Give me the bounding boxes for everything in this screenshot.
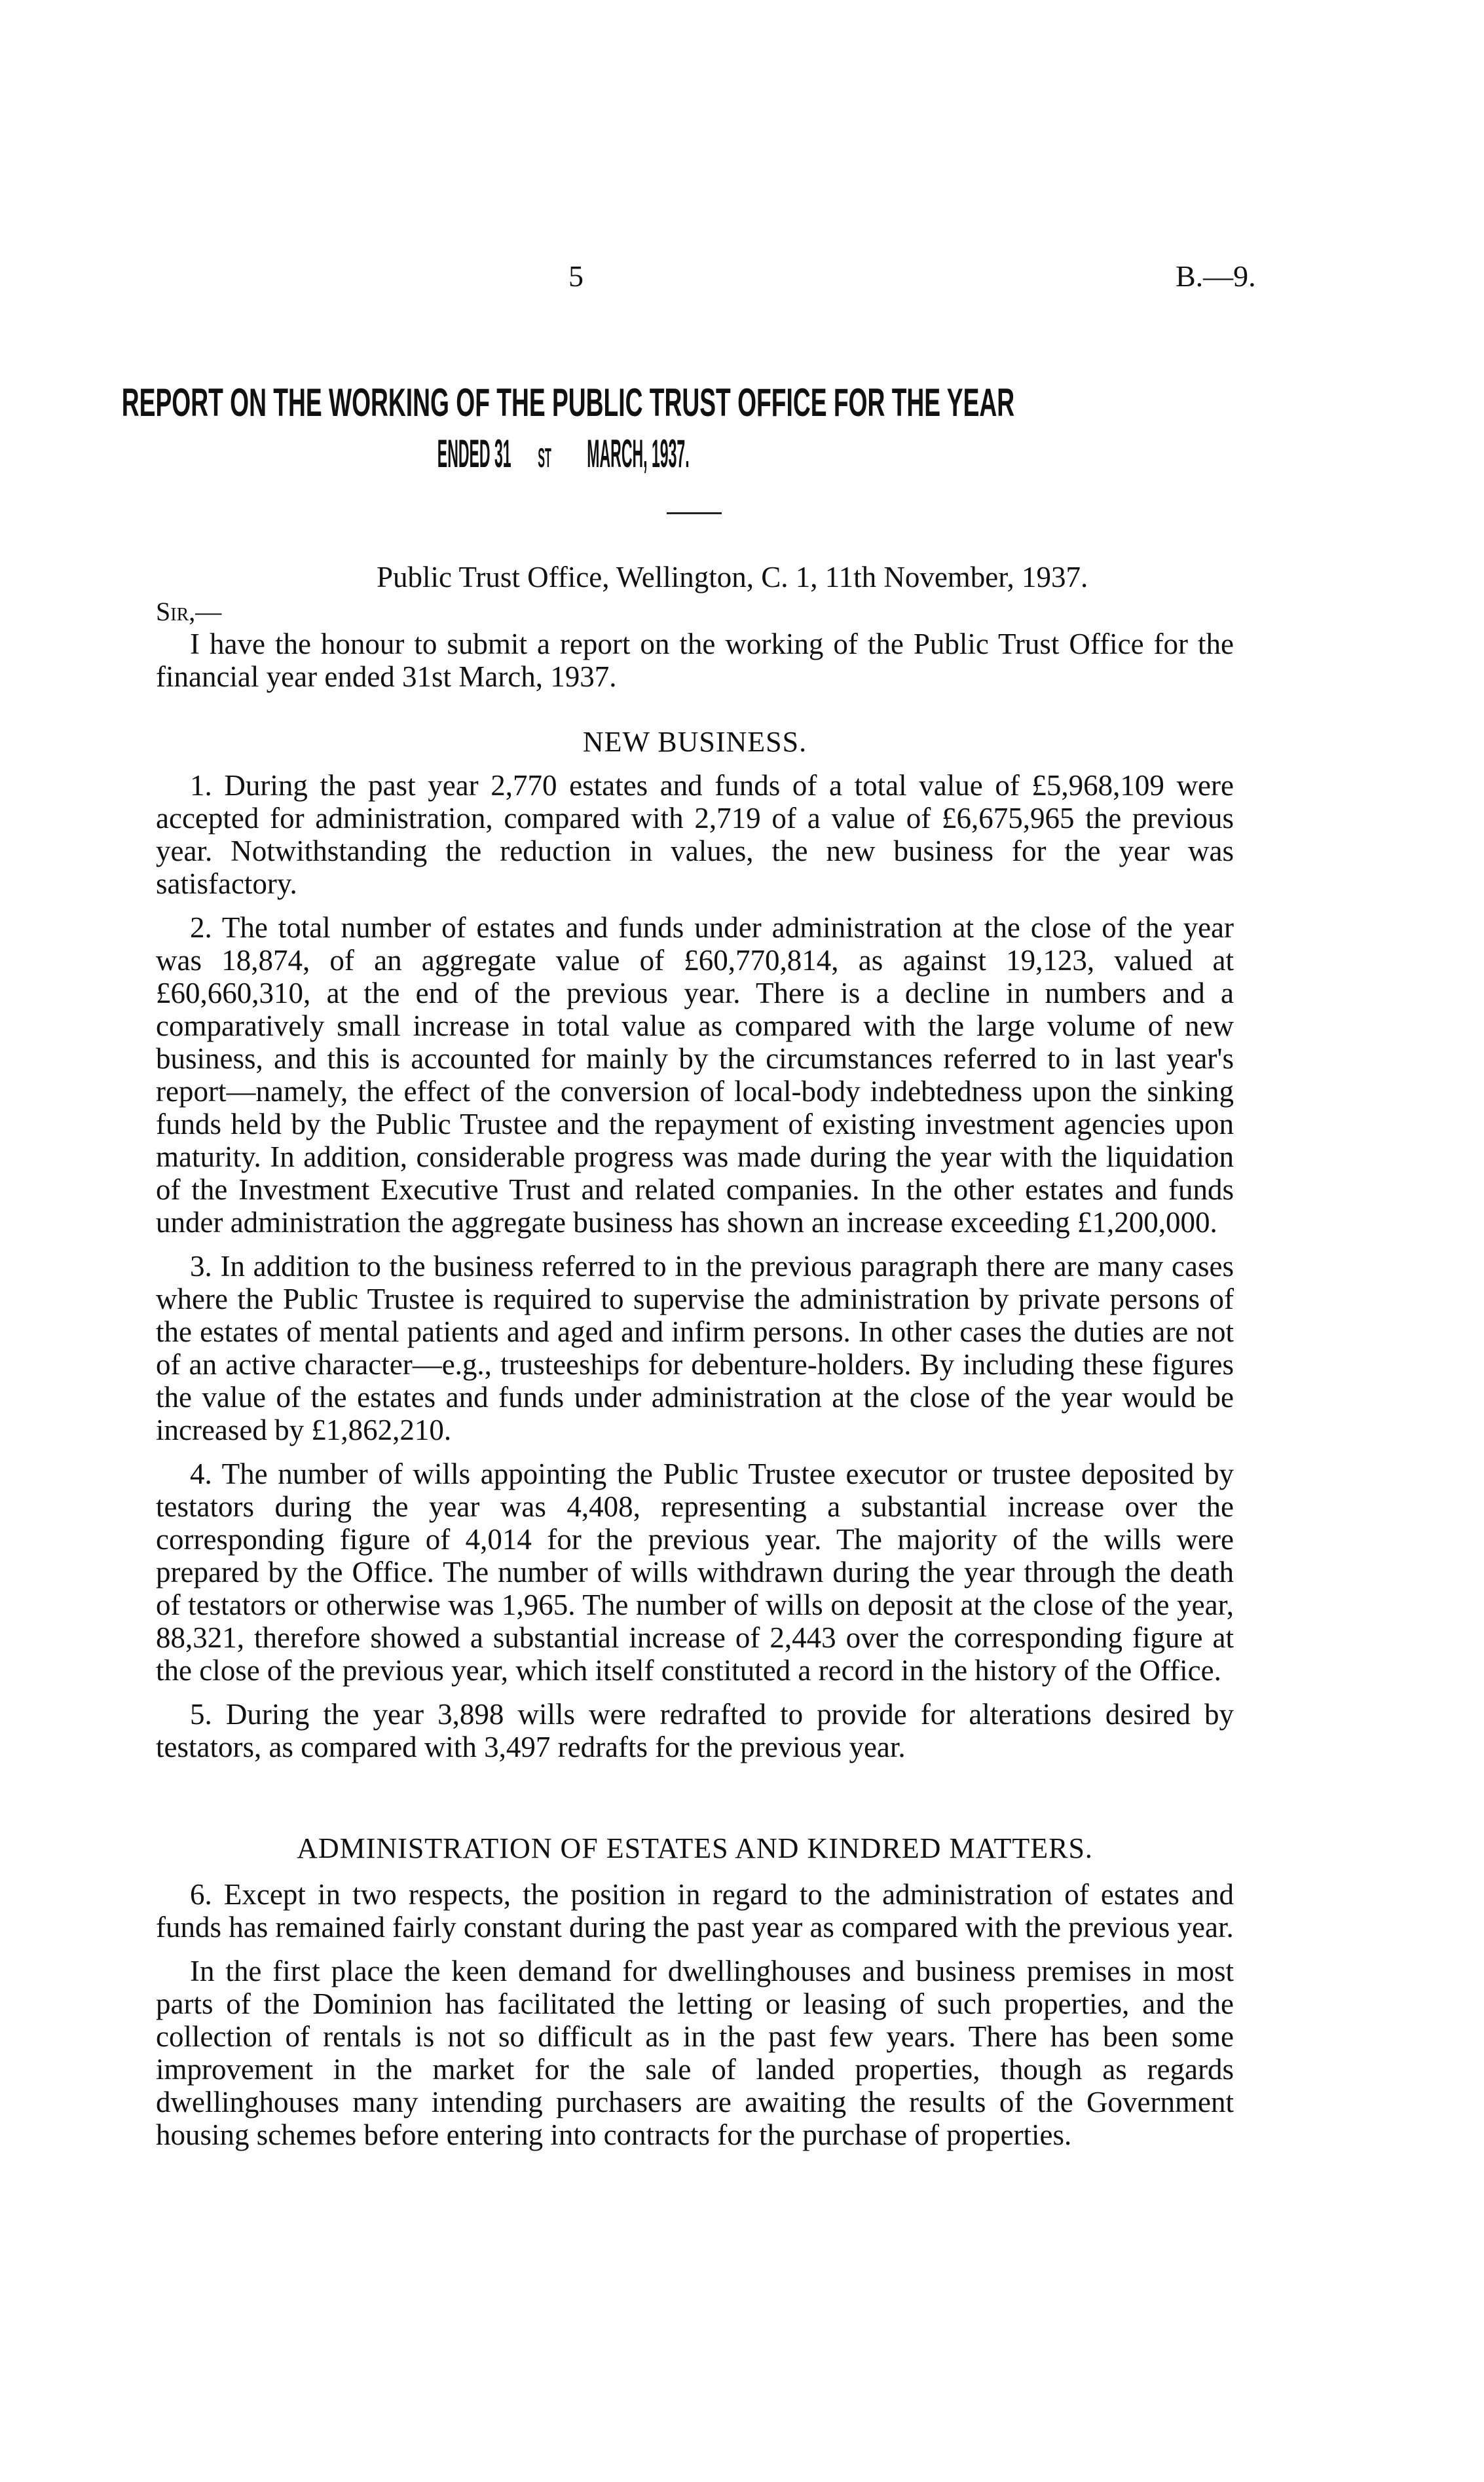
paragraph-3: 3. In addition to the business referred to in the previous paragraph there are many cases where the Public Trustee is required to supervise the administration by private persons of the estates of mental patients and aged and infirm persons. In other cases the duties are not of an active character—e.g., trusteeships for debenture-holders. By including these figures the value of the estates and funds under administration at the close of the year would be increased by £1,862,210. — [156, 1250, 1234, 1446]
section-heading-new-business: NEW BUSINESS. — [582, 726, 807, 758]
salutation: Sir,— — [156, 597, 222, 626]
intro-paragraph: I have the honour to submit a report on the working of the Public Trust Office for the financial year ended 31st March, 1937. — [156, 628, 1234, 693]
paragraph-6: 6. Except in two respects, the position in regard to the administration of estates and funds has remained fairly constant during the past year as compared with the previous year. — [156, 1878, 1234, 1944]
paragraph-1: 1. During the past year 2,770 estates and funds of a total value of £5,968,109 were accepted for administration, compared with 2,719 of a value of £6,675,965 the previous year. Notwithstanding the reduction in values, the new business for the year was satisfactory. — [156, 769, 1234, 900]
title-post: MARCH, 1937. — [587, 432, 690, 476]
title-text: REPORT ON THE WORKING OF THE PUBLIC TRUST OFFICE FOR THE YEAR — [121, 381, 1014, 424]
report-title-line-2 — [0, 431, 1310, 481]
section-heading-administration: ADMINISTRATION OF ESTATES AND KINDRED MATTERS. — [297, 1832, 1093, 1864]
paragraph-5: 5. During the year 3,898 wills were redrafted to provide for alterations desired by testators, as compared with 3,497 redrafts for the previous year. — [156, 1698, 1234, 1763]
place-and-date: Public Trust Office, Wellington, C. 1, 11th November, 1937. — [377, 561, 1088, 593]
divider-rule — [667, 512, 722, 514]
document-reference: B.—9. — [1176, 259, 1256, 293]
title-pre: ENDED 31 — [437, 432, 511, 476]
paragraph-4: 4. The number of wills appointing the Public Trustee executor or trustee deposited by testators during the year was 4,408, representing a substantial increase over the corresponding figure of 4,014 for the previous year. The majority of the wills were prepared by the Office. The number of wills withdrawn during the year through the death of testators or otherwise was 1,965. The number of wills on deposit at the close of the year, 88,321, therefore showed a substantial increase of 2,443 over the corresponding figure at the close of the previous year, which itself constituted a record in the history of the Office. — [156, 1457, 1234, 1687]
paragraph-6-continued: In the first place the keen demand for dwellinghouses and business premises in most parts of the Dominion has facilitated the letting or leasing of such properties, and the collection of rentals is not so difficult as in the past few years. There has been some improvement in the market for the sale of landed properties, though as regards dwellinghouses many intending purchasers are awaiting the results of the Government housing schemes before entering into contracts for the purchase of properties. — [156, 1955, 1234, 2151]
report-title-line-1 — [0, 380, 1310, 426]
page-number: 5 — [568, 259, 584, 293]
paragraph-2: 2. The total number of estates and funds under administration at the close of the year was 18,874, of an aggregate value of £60,770,814, as against 19,123, valued at £60,660,310, at the end of the previous year. There is a decline in numbers and a comparatively small increase in total value as compared with the large volume of new business, and this is accounted for mainly by the circumstances referred to in last year's report—namely, the effect of the conversion of local-body indebtedness upon the sinking funds held by the Public Trustee and the repayment of existing investment agencies upon maturity. In addition, considerable progress was made during the year with the liquidation of the Investment Executive Trust and related companies. In the other estates and funds under administration the aggregate business has shown an increase exceeding £1,200,000. — [156, 911, 1234, 1239]
document-body — [156, 628, 1234, 2162]
title-text-2 — [415, 431, 720, 481]
title-sup: ST — [538, 442, 552, 473]
